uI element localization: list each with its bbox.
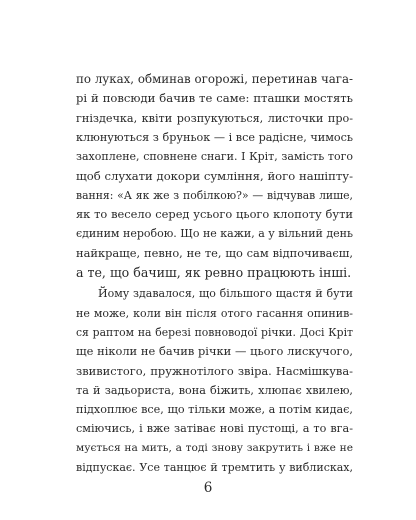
text-line: звивистого, пружнотілого звіра. Насмішкува- bbox=[76, 363, 353, 378]
text-line: ще ніколи не бачив річки — цього лискучого, bbox=[76, 344, 353, 359]
text-line: найкраще, певно, не те, що сам відпочиваєш, bbox=[76, 245, 353, 260]
text-line: по луках, обминав огорожі, перетинав чага- bbox=[76, 72, 353, 86]
text-line: не може, коли він після отого гасання опинив- bbox=[76, 306, 353, 320]
text-line: гніздечка, квіти розпукуються, листочки про- bbox=[76, 111, 353, 125]
text-line: Йому здавалося, що більшого щастя й бути bbox=[98, 287, 353, 301]
text-line: захоплене, сповнене снаги. І Кріт, замість того bbox=[76, 150, 353, 164]
text-line: як то весело серед усього цього клопоту бути bbox=[76, 207, 353, 222]
text-line: сміючись, і вже затіває нові пустощі, а то вга- bbox=[76, 422, 353, 436]
text-line: ся раптом на березі повноводої річки. Досі Кріт bbox=[76, 325, 353, 339]
text-line: щоб слухати докори сумління, його нашіпту- bbox=[76, 168, 353, 183]
text-line: єдиним неробою. Що не кажи, а у вільний день bbox=[76, 227, 353, 241]
text-line: рі й повсюди бачив те саме: пташки мостять bbox=[76, 91, 353, 106]
text-line: клюнуються з бруньок — і все радісне, чимось bbox=[76, 130, 353, 144]
text-line: відпускає. Усе танцює й тремтить у виблисках, bbox=[76, 461, 353, 474]
page-number: 6 bbox=[203, 480, 213, 496]
text-line: вання: «А як же з побілкою?» — відчував лише, bbox=[76, 188, 353, 202]
text-line: та й задьориста, вона біжить, хлюпає хвилею, bbox=[76, 383, 353, 397]
text-line: а те, що бачиш, як ревно працюють інші. bbox=[76, 265, 352, 280]
text-line: мується на мить, а тоді знову закрутить і вже не bbox=[76, 441, 353, 454]
text-line: підхоплює все, що тільки може, а потім кидає, bbox=[76, 403, 353, 417]
